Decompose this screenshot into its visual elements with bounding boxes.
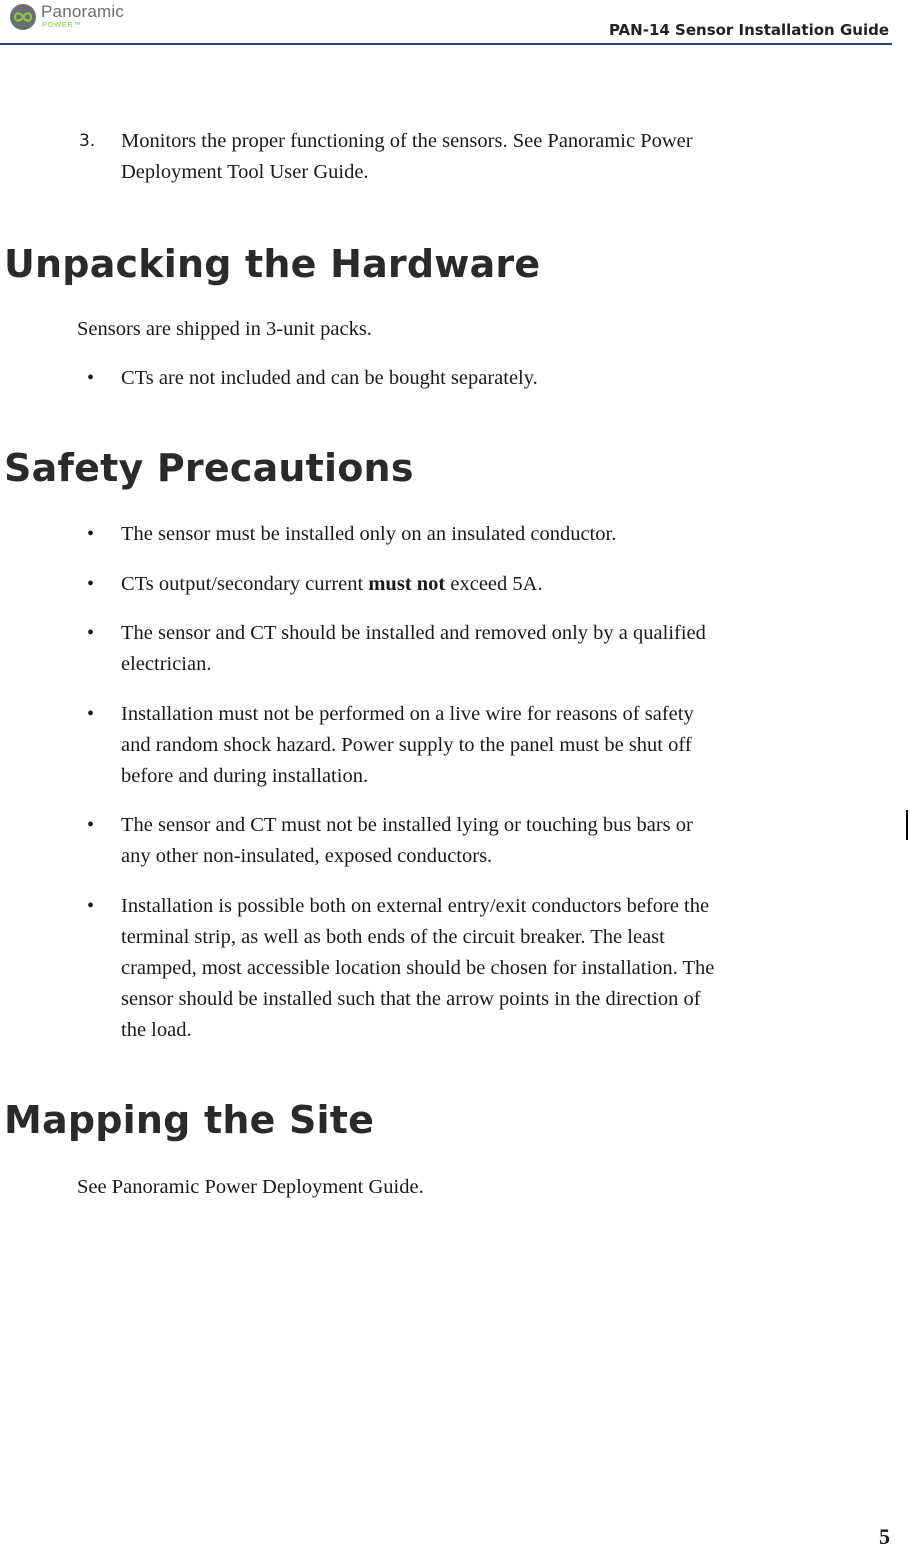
safety-item-3-line-1: The sensor and CT should be installed and removed only by a qualified bbox=[121, 622, 706, 644]
bullet: • bbox=[87, 367, 95, 389]
panoramic-power-logo bbox=[8, 2, 148, 32]
unpacking-intro: Sensors are shipped in 3-unit packs. bbox=[77, 318, 372, 340]
step-number: 3. bbox=[79, 131, 96, 151]
safety-item-3-line-2: electrician. bbox=[121, 653, 212, 675]
bullet: • bbox=[87, 703, 95, 725]
safety-item-1: The sensor must be installed only on an insulated conductor. bbox=[121, 523, 617, 545]
safety-item-4-line-2: and random shock hazard. Power supply to the panel must be shut off bbox=[121, 734, 692, 756]
safety-item-2-emphasis: must not bbox=[368, 573, 446, 595]
safety-item-6-line-4: sensor should be installed such that the arrow points in the direction of bbox=[121, 988, 701, 1010]
page-header bbox=[0, 0, 910, 46]
heading-unpacking: Unpacking the Hardware bbox=[4, 242, 541, 286]
logo-subtitle: POWER™ bbox=[42, 20, 82, 29]
logo-wordmark: Panoramic bbox=[41, 2, 125, 21]
heading-safety: Safety Precautions bbox=[4, 446, 414, 490]
safety-item-2-text-b: exceed 5A. bbox=[445, 573, 543, 595]
safety-item-6-line-1: Installation is possible both on external entry/exit conductors before the bbox=[121, 895, 710, 917]
page-number: 5 bbox=[879, 1524, 890, 1549]
safety-item-5-line-2: any other non-insulated, exposed conductors. bbox=[121, 845, 493, 867]
document-title: PAN-14 Sensor Installation Guide bbox=[608, 21, 889, 39]
safety-item-6-line-2: terminal strip, as well as both ends of the circuit breaker. The least bbox=[121, 926, 665, 948]
safety-item-6-line-3: cramped, most accessible location should be chosen for installation. The bbox=[121, 957, 715, 979]
heading-mapping: Mapping the Site bbox=[4, 1098, 375, 1142]
safety-item-2-text-a: CTs output/secondary current bbox=[121, 573, 369, 595]
bullet: • bbox=[87, 895, 95, 917]
safety-item-6-line-5: the load. bbox=[121, 1019, 192, 1041]
safety-item-4-line-1: Installation must not be performed on a live wire for reasons of safety bbox=[121, 703, 694, 725]
bullet: • bbox=[87, 622, 95, 644]
safety-item-5-line-1: The sensor and CT must not be installed lying or touching bus bars or bbox=[121, 814, 693, 836]
bullet: • bbox=[87, 814, 95, 836]
safety-item-2 bbox=[121, 569, 886, 600]
logo-infinity-icon bbox=[10, 4, 36, 30]
header-rule bbox=[0, 43, 892, 45]
safety-item-4-line-3: before and during installation. bbox=[121, 765, 369, 787]
step-3-line-1: Monitors the proper functioning of the sensors. See Panoramic Power bbox=[121, 130, 693, 152]
unpacking-item-1: CTs are not included and can be bought separately. bbox=[121, 367, 538, 389]
change-bar bbox=[906, 810, 908, 840]
step-3-line-2: Deployment Tool User Guide. bbox=[121, 161, 369, 183]
bullet: • bbox=[87, 523, 95, 545]
bullet: • bbox=[87, 573, 95, 595]
mapping-text: See Panoramic Power Deployment Guide. bbox=[77, 1176, 424, 1198]
